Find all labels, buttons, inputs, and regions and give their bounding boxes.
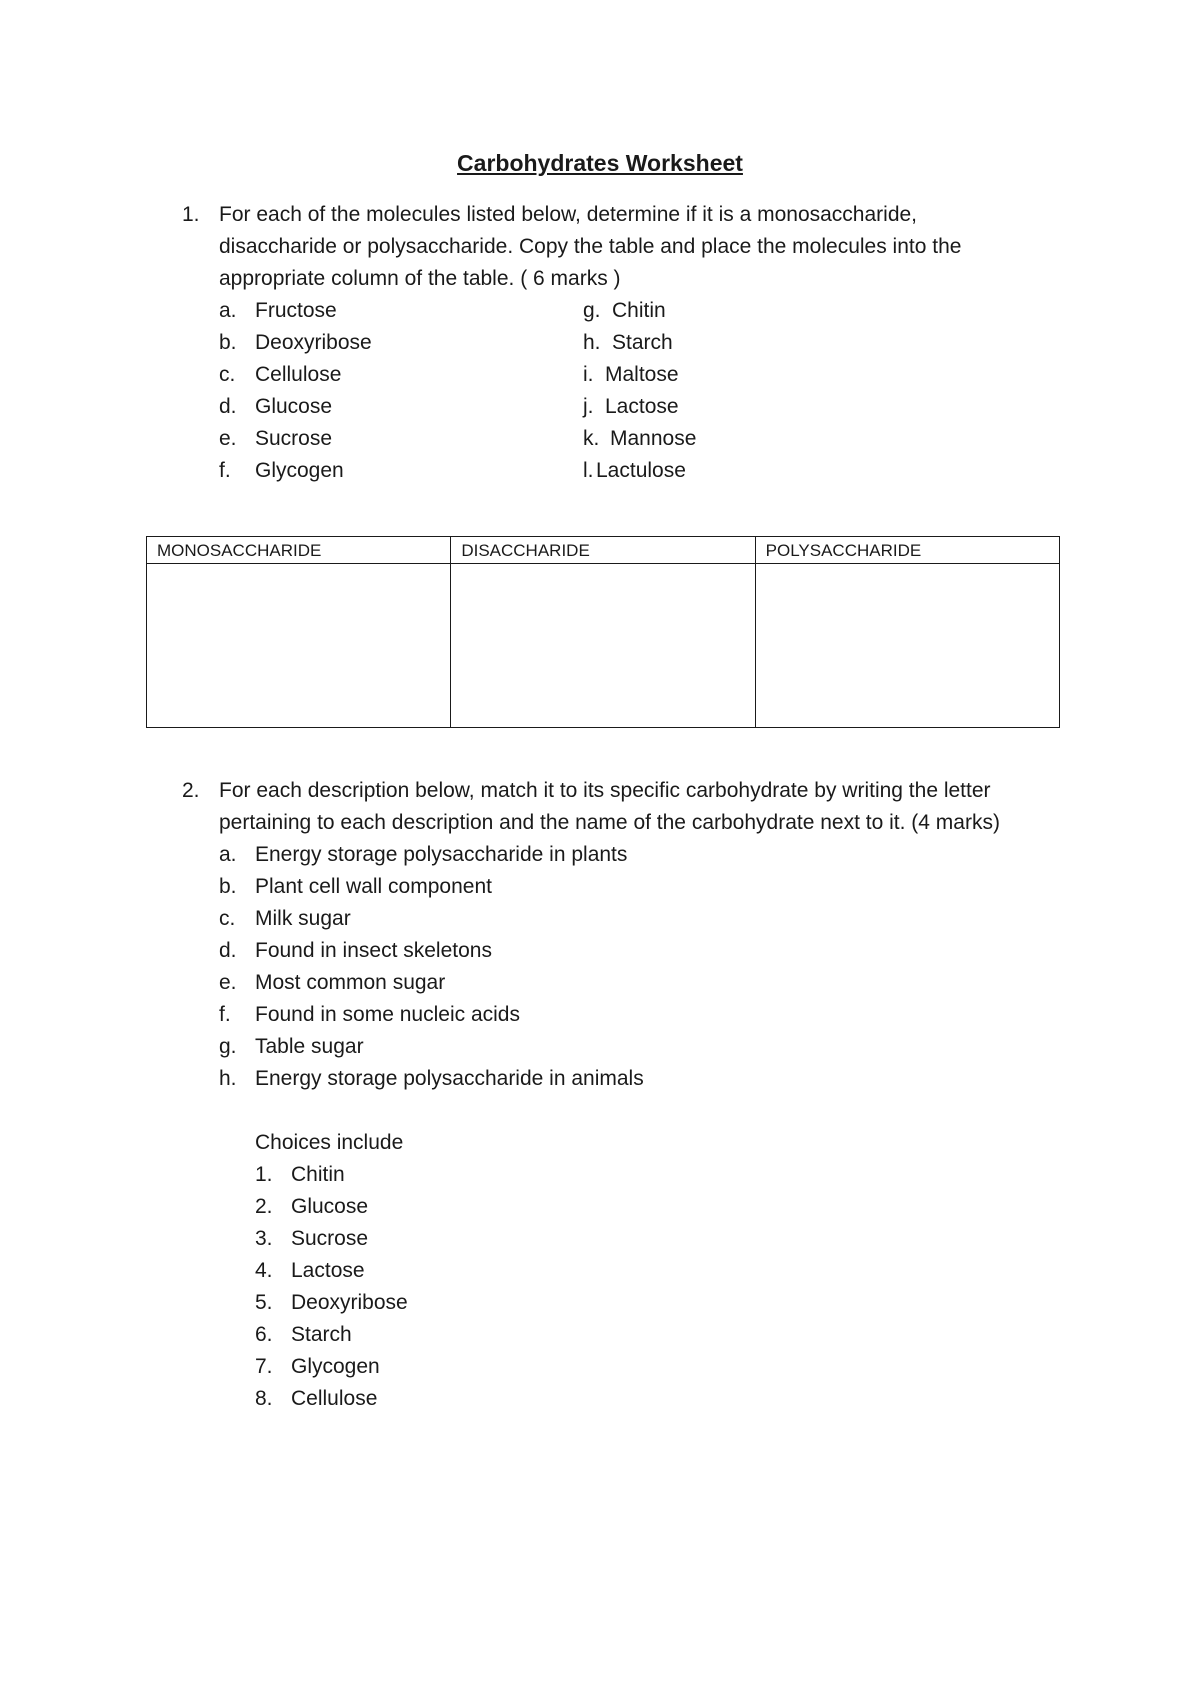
item-letter: g. (219, 1035, 237, 1058)
molecule-item: Glycogen (255, 459, 344, 482)
question-number: 1. (182, 203, 200, 226)
item-letter: e. (219, 427, 237, 450)
classification-table (146, 536, 1060, 728)
choice-item: Chitin (291, 1163, 345, 1186)
molecule-item: Glucose (255, 395, 333, 418)
choice-item: Deoxyribose (291, 1291, 408, 1314)
choice-number: 8. (255, 1387, 273, 1410)
choice-item: Glucose (291, 1195, 369, 1218)
question-text-line: pertaining to each description and the name of the carbohydrate next to it. (4 marks) (219, 811, 1000, 834)
item-letter: a. (219, 299, 237, 322)
choice-number: 7. (255, 1355, 273, 1378)
description-item: Milk sugar (255, 907, 351, 930)
choice-number: 4. (255, 1259, 273, 1282)
question-text-line: appropriate column of the table. ( 6 marks ) (219, 267, 621, 290)
molecule-item: Cellulose (255, 363, 342, 386)
answer-cell-monosaccharide[interactable] (147, 564, 451, 728)
item-letter: c. (219, 907, 236, 930)
item-letter: l. (583, 459, 594, 482)
question-text-line: disaccharide or polysaccharide. Copy the table and place the molecules into the (219, 235, 962, 258)
table-answer-row (147, 564, 1060, 728)
description-item: Found in insect skeletons (255, 939, 492, 962)
choice-item: Lactose (291, 1259, 365, 1282)
choices-heading: Choices include (255, 1131, 404, 1154)
item-letter: c. (219, 363, 236, 386)
molecule-item: Mannose (610, 427, 697, 450)
molecule-item: Deoxyribose (255, 331, 372, 354)
molecule-item: Sucrose (255, 427, 333, 450)
item-letter: e. (219, 971, 237, 994)
question-text-line: For each description below, match it to its specific carbohydrate by writing the letter (219, 779, 991, 802)
description-item: Energy storage polysaccharide in animals (255, 1067, 644, 1090)
choice-item: Glycogen (291, 1355, 380, 1378)
table-header-row (147, 537, 1060, 564)
item-letter: d. (219, 939, 237, 962)
item-letter: a. (219, 843, 237, 866)
description-item: Energy storage polysaccharide in plants (255, 843, 628, 866)
description-item: Found in some nucleic acids (255, 1003, 520, 1026)
description-item: Plant cell wall component (255, 875, 492, 898)
description-item: Most common sugar (255, 971, 446, 994)
molecule-item: Lactulose (596, 459, 686, 482)
item-letter: b. (219, 875, 237, 898)
molecule-item: Maltose (605, 363, 679, 386)
item-letter: d. (219, 395, 237, 418)
column-header-polysaccharide: POLYSACCHARIDE (755, 537, 1059, 564)
item-letter: k. (583, 427, 600, 450)
item-letter: g. (583, 299, 601, 322)
choice-item: Cellulose (291, 1387, 378, 1410)
choice-number: 2. (255, 1195, 273, 1218)
choice-number: 1. (255, 1163, 273, 1186)
answer-cell-disaccharide[interactable] (451, 564, 755, 728)
item-letter: j. (583, 395, 594, 418)
choice-number: 6. (255, 1323, 273, 1346)
molecule-item: Starch (612, 331, 673, 354)
choice-item: Starch (291, 1323, 352, 1346)
choice-number: 5. (255, 1291, 273, 1314)
molecule-item: Chitin (612, 299, 666, 322)
molecule-item: Fructose (255, 299, 337, 322)
question-number: 2. (182, 779, 200, 802)
item-letter: i. (583, 363, 594, 386)
page-title: Carbohydrates Worksheet (457, 150, 743, 176)
molecule-item: Lactose (605, 395, 679, 418)
answer-cell-polysaccharide[interactable] (755, 564, 1059, 728)
item-letter: h. (219, 1067, 237, 1090)
choice-number: 3. (255, 1227, 273, 1250)
choice-item: Sucrose (291, 1227, 369, 1250)
item-letter: f. (219, 459, 231, 482)
column-header-disaccharide: DISACCHARIDE (451, 537, 755, 564)
item-letter: b. (219, 331, 237, 354)
item-letter: h. (583, 331, 601, 354)
column-header-monosaccharide: MONOSACCHARIDE (147, 537, 451, 564)
description-item: Table sugar (255, 1035, 364, 1058)
question-text-line: For each of the molecules listed below, determine if it is a monosaccharide, (219, 203, 918, 226)
item-letter: f. (219, 1003, 231, 1026)
